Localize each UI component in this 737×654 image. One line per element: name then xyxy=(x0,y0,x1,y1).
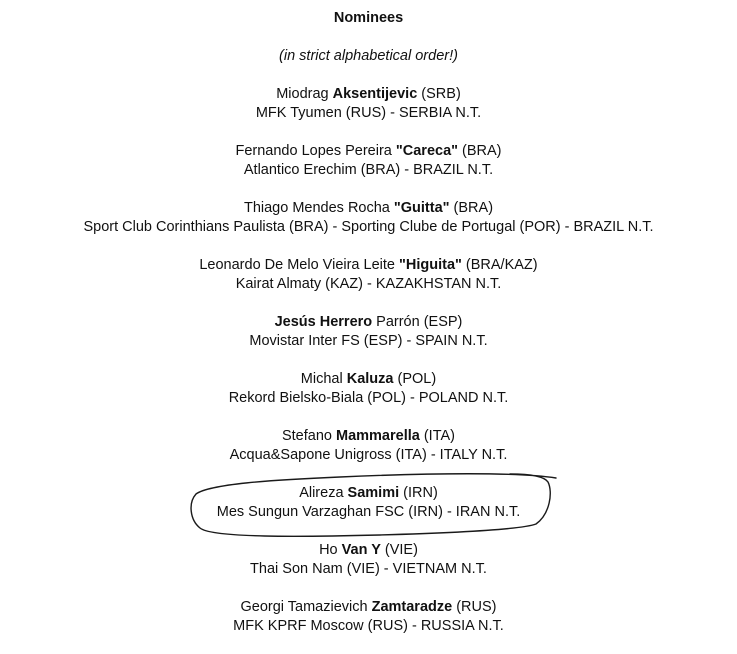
nominee-name: Leonardo De Melo Vieira Leite "Higuita" (BRA/KAZ) xyxy=(199,257,538,273)
nominee-club: Sport Club Corinthians Paulista (BRA) - Sporting Clube de Portugal (POR) - BRAZIL N.T. xyxy=(83,219,654,235)
nominee-entry-samimi xyxy=(0,484,737,522)
nominee-name: Miodrag Aksentijevic (SRB) xyxy=(276,86,461,102)
nominee-club: Kairat Almaty (KAZ) - KAZAKHSTAN N.T. xyxy=(235,276,502,292)
nominee-entry-van-y xyxy=(0,541,737,579)
nominee-name: Jesús Herrero Parrón (ESP) xyxy=(274,314,463,330)
nominee-name: Stefano Mammarella (ITA) xyxy=(281,428,455,444)
nominee-entry-higuita xyxy=(0,256,737,294)
nominee-name: Alireza Samimi (IRN) xyxy=(299,485,438,501)
nominee-club: Rekord Bielsko-Biala (POL) - POLAND N.T. xyxy=(228,390,509,406)
nominee-club: Mes Sungun Varzaghan FSC (IRN) - IRAN N.T. xyxy=(216,504,521,520)
nominee-club: MFK Tyumen (RUS) - SERBIA N.T. xyxy=(255,105,482,121)
nominee-entry-aksentijevic xyxy=(0,85,737,123)
nominee-entry-mammarella xyxy=(0,427,737,465)
nominee-name: Thiago Mendes Rocha "Guitta" (BRA) xyxy=(243,200,494,216)
nominee-entry-guitta xyxy=(0,199,737,237)
nominee-name: Georgi Tamazievich Zamtaradze (RUS) xyxy=(240,599,497,615)
nominee-entry-herrero xyxy=(0,313,737,351)
nominee-club: MFK KPRF Moscow (RUS) - RUSSIA N.T. xyxy=(233,618,504,634)
subtitle: (in strict alphabetical order!) xyxy=(279,48,458,64)
nominee-entry-careca xyxy=(0,142,737,180)
nominee-name: Michal Kaluza (POL) xyxy=(300,371,437,387)
nominee-club: Thai Son Nam (VIE) - VIETNAM N.T. xyxy=(250,561,487,577)
nominee-entry-kaluza xyxy=(0,370,737,408)
nominee-entry-zamtaradze xyxy=(0,598,737,636)
nominee-club: Acqua&Sapone Unigross (ITA) - ITALY N.T. xyxy=(229,447,508,463)
nominee-name: Ho Van Y (VIE) xyxy=(319,542,418,558)
page-title: Nominees xyxy=(333,10,404,26)
nominee-club: Atlantico Erechim (BRA) - BRAZIL N.T. xyxy=(243,162,494,178)
nominee-name: Fernando Lopes Pereira "Careca" (BRA) xyxy=(235,143,502,159)
nominee-club: Movistar Inter FS (ESP) - SPAIN N.T. xyxy=(249,333,488,349)
